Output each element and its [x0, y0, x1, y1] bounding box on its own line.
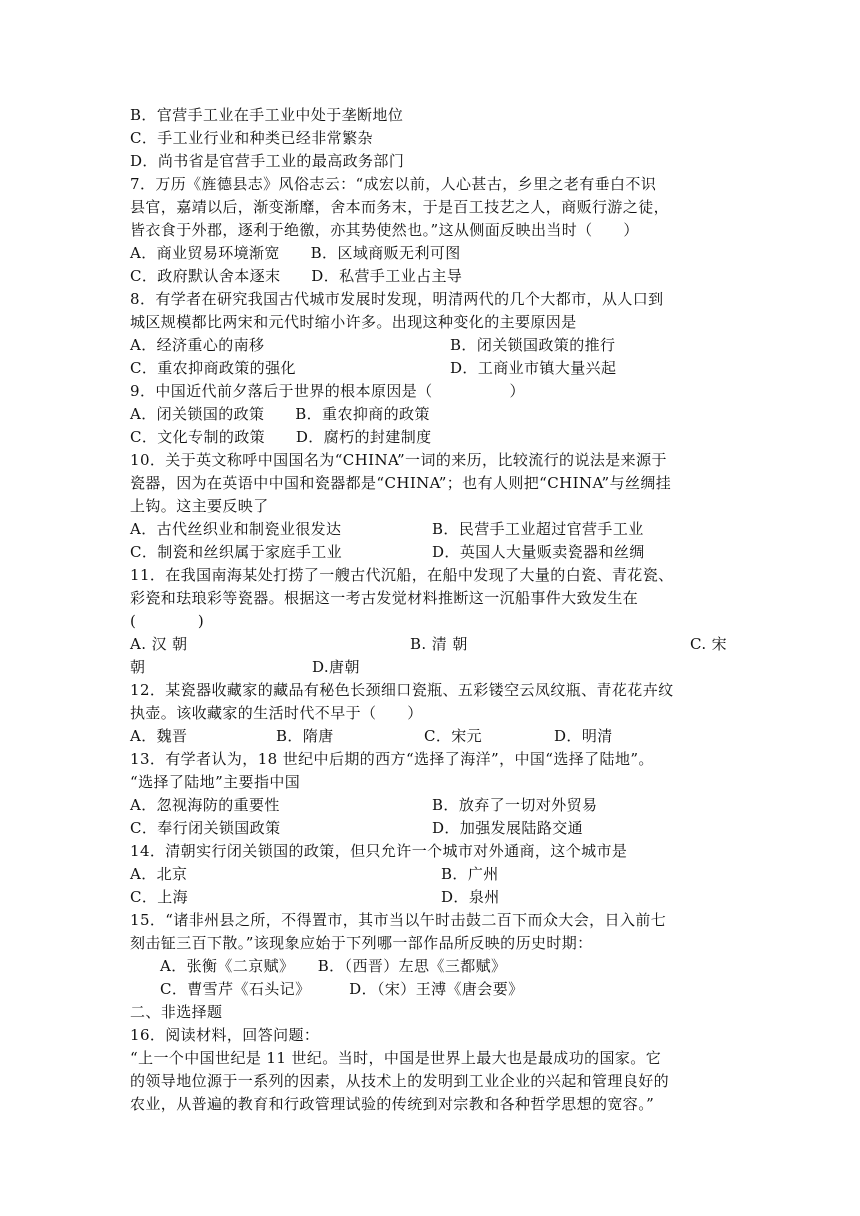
- q6-option-c: C．手工业行业和种类已经非常繁杂: [130, 129, 373, 147]
- q7-stem-line-3: 皆衣食于外郡，逐利于绝徼，亦其势使然也。”这从侧面反映出当时（ ）: [130, 221, 639, 239]
- q16-material-line-3: 农业，从普遍的教育和行政管理试验的传统到对宗教和各种哲学思想的宽容。”: [130, 1095, 655, 1113]
- q14-stem: 14．清朝实行闭关锁国的政策，但只允许一个城市对外通商，这个城市是: [130, 842, 628, 860]
- section-heading-non-choice: 二、非选择题: [130, 1003, 223, 1021]
- q14-option-c: C．上海: [130, 888, 189, 906]
- q13-option-a: A．忽视海防的重要性: [130, 796, 280, 814]
- q12-option-d: D．明清: [554, 727, 613, 745]
- q13-option-d: D．加强发展陆路交通: [432, 819, 584, 837]
- q9-options-ab: A．闭关锁国的政策 B．重农抑商的政策: [130, 405, 430, 423]
- q6-option-d: D．尚书省是官营手工业的最高政务部门: [130, 152, 405, 170]
- q8-option-a: A．经济重心的南移: [130, 336, 265, 354]
- q16-material-line-2: 的领导地位源于一系列的因素，从技术上的发明到工业企业的兴起和管理良好的: [130, 1072, 670, 1090]
- q10-option-b: B．民营手工业超过官营手工业: [432, 520, 644, 538]
- q8-stem-line-1: 8．有学者在研究我国古代城市发展时发现，明清两代的几个大都市，从人口到: [130, 290, 664, 308]
- q14-option-d: D．泉州: [441, 888, 500, 906]
- q10-stem-line-2: 瓷器，因为在英语中中国和瓷器都是“CHINA”；也有人则把“CHINA”与丝绸挂: [130, 474, 672, 492]
- q16-material-line-1: “上一个中国世纪是 11 世纪。当时，中国是世界上最大也是最成功的国家。它: [130, 1049, 662, 1067]
- q11-option-c: C. 宋: [690, 635, 728, 653]
- q10-stem-line-1: 10．关于英文称呼中国国名为“CHINA”一词的来历，比较流行的说法是来源于: [130, 451, 667, 469]
- q10-option-c: C．制瓷和丝织属于家庭手工业: [130, 543, 343, 561]
- q15-stem-line-1: 15．“诸非州县之所，不得置市，其市当以午时击鼓二百下而众大会，日入前七: [130, 911, 667, 929]
- q14-option-b: B．广州: [441, 865, 499, 883]
- q8-stem-line-2: 城区规模都比两宋和元代时缩小许多。出现这种变化的主要原因是: [130, 313, 577, 331]
- q16-instruction: 16．阅读材料，回答问题：: [130, 1026, 320, 1044]
- q13-stem-line-1: 13．有学者认为，18 世纪中后期的西方“选择了海洋”，中国“选择了陆地”。: [130, 750, 654, 768]
- q12-option-a: A．魏晋: [130, 727, 188, 745]
- q10-stem-line-3: 上钩。这主要反映了: [130, 497, 269, 515]
- q13-stem-line-2: “选择了陆地”主要指中国: [130, 773, 301, 791]
- q11-option-c-wrap: 朝: [130, 658, 146, 676]
- q9-stem: 9．中国近代前夕落后于世界的根本原因是（ ）: [130, 382, 525, 400]
- q7-options-ab: A．商业贸易环境渐宽 B．区域商贩无利可图: [130, 244, 461, 262]
- q12-stem-line-1: 12．某瓷器收藏家的藏品有秘色长颈细口瓷瓶、五彩镂空云凤纹瓶、青花花卉纹: [130, 681, 674, 699]
- q7-stem-line-1: 7．万历《旌德县志》风俗志云：“成宏以前，人心甚古，乡里之老有垂白不识: [130, 175, 657, 193]
- q15-options-ab: A．张衡《二京赋》 B．（西晋）左思《三都赋》: [160, 957, 507, 975]
- q15-options-cd: C．曹雪芹《石头记》 D．（宋）王溥《唐会要》: [160, 980, 524, 998]
- q10-option-d: D．英国人大量贩卖瓷器和丝绸: [432, 543, 645, 561]
- q11-option-d: D.唐朝: [312, 658, 360, 676]
- q8-option-b: B．闭关锁国政策的推行: [450, 336, 616, 354]
- q12-option-b: B．隋唐: [276, 727, 334, 745]
- q13-option-c: C．奉行闭关锁国政策: [130, 819, 281, 837]
- q6-option-b: B．官营手工业在手工业中处于垄断地位: [130, 106, 404, 124]
- q8-option-c: C．重农抑商政策的强化: [130, 359, 296, 377]
- q12-stem-line-2: 执壶。该收藏家的生活时代不早于（ ）: [130, 704, 423, 722]
- q11-option-a: A. 汉 朝: [130, 635, 188, 653]
- q10-option-a: A．古代丝织业和制瓷业很发达: [130, 520, 342, 538]
- q7-stem-line-2: 县官，嘉靖以后，渐变渐靡，舍本而务末，于是百工技艺之人，商贩行游之徒，: [130, 198, 670, 216]
- q11-answer-blank: ( ): [130, 612, 205, 630]
- q11-stem-line-1: 11．在我国南海某处打捞了一艘古代沉船，在船中发现了大量的白瓷、青花瓷、: [130, 566, 674, 584]
- q15-stem-line-2: 刻击钲三百下散。”该现象应始于下列哪一部作品所反映的历史时期：: [130, 934, 593, 952]
- q14-option-a: A．北京: [130, 865, 188, 883]
- q11-stem-line-2: 彩瓷和珐琅彩等瓷器。根据这一考古发觉材料推断这一沉船事件大致发生在: [130, 589, 639, 607]
- q11-option-b: B. 清 朝: [410, 635, 468, 653]
- q12-option-c: C．宋元: [424, 727, 483, 745]
- q8-option-d: D．工商业市镇大量兴起: [450, 359, 617, 377]
- q7-options-cd: C．政府默认舍本逐末 D．私营手工业占主导: [130, 267, 463, 285]
- q13-option-b: B．放弃了一切对外贸易: [432, 796, 598, 814]
- q9-options-cd: C．文化专制的政策 D．腐朽的封建制度: [130, 428, 432, 446]
